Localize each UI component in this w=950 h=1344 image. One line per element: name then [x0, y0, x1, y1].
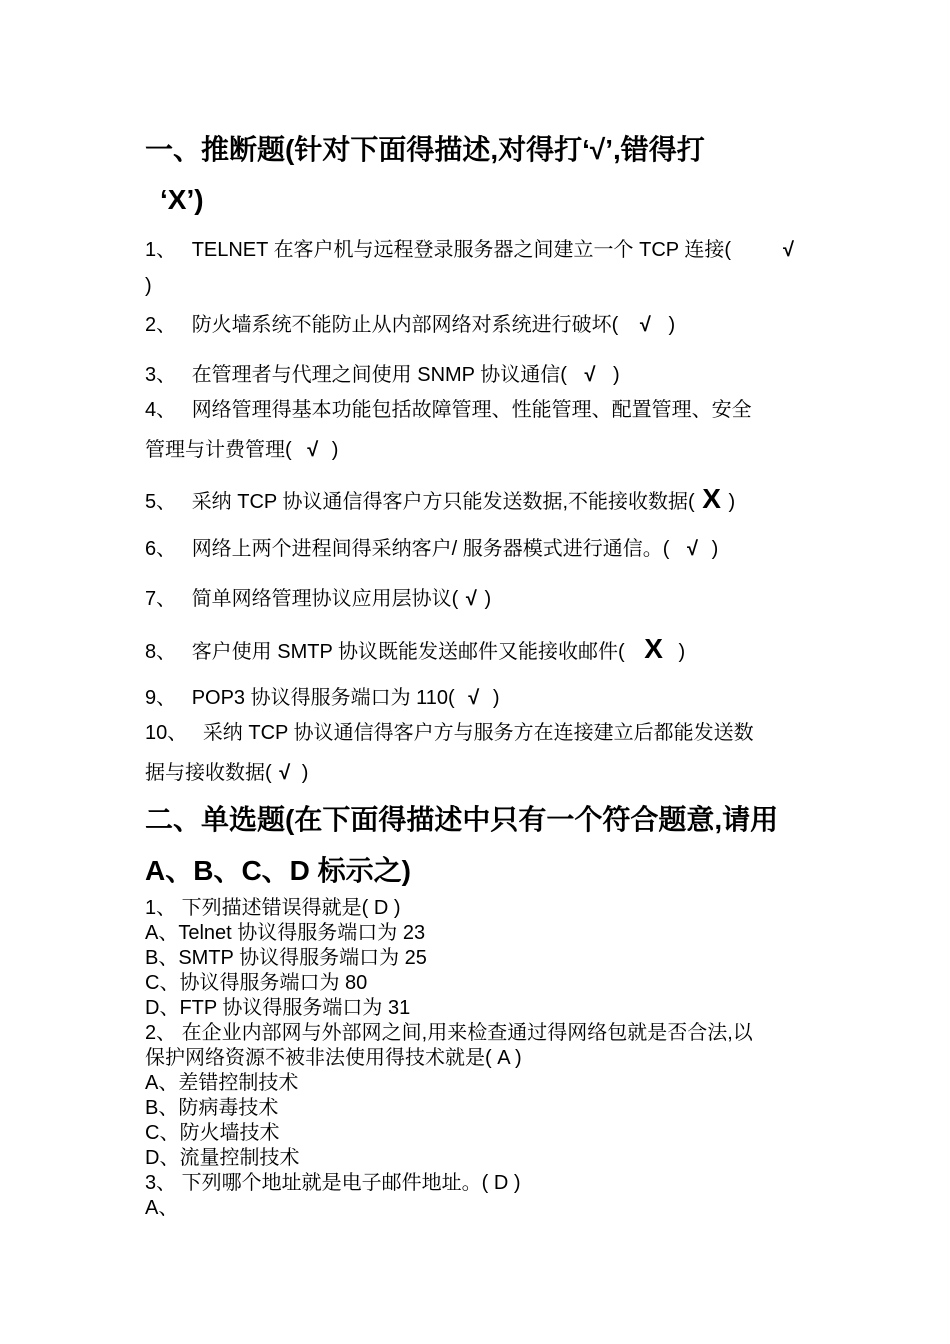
mc-line: A、差错控制技术 — [145, 1072, 299, 1094]
item-text: POP3 协议得服务端口为 110( — [191, 687, 455, 709]
check-mark: √ — [584, 364, 596, 386]
item-number: 8、 — [145, 641, 177, 663]
cross-mark: X — [644, 633, 663, 664]
mc-line: C、协议得服务端口为 80 — [145, 972, 368, 994]
mc-line: 保护网络资源不被非法使用得技术就是( A ) — [145, 1047, 522, 1069]
tf-item-10-cont — [145, 761, 805, 785]
check-mark: √ — [279, 762, 291, 784]
check-mark: √ — [639, 314, 651, 336]
item-text: 在管理者与代理之间使用 SNMP 协议通信( — [191, 364, 567, 386]
mc-line: 3、 下列哪个地址就是电子邮件地址。( D ) — [145, 1172, 521, 1194]
close-paren: ) — [613, 364, 620, 386]
item-text: 管理与计费管理( — [145, 439, 292, 461]
tf-item-6 — [145, 537, 805, 561]
mc-line: B、防病毒技术 — [145, 1097, 279, 1119]
tf-item-5 — [145, 483, 805, 514]
item-text: 网络上两个进程间得采纳客户/ 服务器模式进行通信。( — [191, 538, 670, 560]
item-text: 客户使用 SMTP 协议既能发送邮件又能接收邮件( — [191, 641, 625, 663]
item-number: 7、 — [145, 588, 177, 610]
mc-line: 1、 下列描述错误得就是( D ) — [145, 897, 401, 919]
mc-line: A、 — [145, 1197, 179, 1219]
item-text: 网络管理得基本功能包括故障管理、性能管理、配置管理、安全 — [191, 399, 752, 421]
close-paren: ) — [492, 687, 500, 709]
item-number: 6、 — [145, 538, 177, 560]
tf-item-1-cont: ) — [145, 275, 152, 297]
check-mark: √ — [307, 439, 319, 461]
section1-title-line2: ‘X’) — [160, 184, 204, 215]
item-number: 3、 — [145, 364, 177, 386]
item-text: 据与接收数据( — [145, 762, 272, 784]
item-text: TELNET 在客户机与远程登录服务器之间建立一个 TCP 连接( — [191, 239, 731, 261]
mc-line: B、SMTP 协议得服务端口为 25 — [145, 947, 427, 969]
item-number: 2、 — [145, 314, 177, 336]
mc-line: A、Telnet 协议得服务端口为 23 — [145, 922, 426, 944]
tf-item-4-cont — [145, 438, 805, 462]
item-number: 10、 — [145, 722, 188, 744]
check-mark: √ — [465, 588, 477, 610]
section2-title-line2: A、B、C、D 标示之) — [145, 855, 411, 886]
tf-item-4 — [145, 398, 805, 422]
item-text: 采纳 TCP 协议通信得客户方与服务方在连接建立后都能发送数 — [202, 722, 754, 744]
close-paren: ) — [301, 762, 309, 784]
tf-item-2 — [145, 313, 805, 337]
section2-title-line1: 二、单选题(在下面得描述中只有一个符合题意,请用 — [145, 804, 779, 835]
close-paren: ) — [678, 641, 686, 663]
mc-line: C、防火墙技术 — [145, 1122, 280, 1144]
item-number: 1、 — [145, 239, 177, 261]
item-number: 5、 — [145, 491, 177, 513]
item-number: 9、 — [145, 687, 177, 709]
item-number: 4、 — [145, 399, 177, 421]
item-text: 采纳 TCP 协议通信得客户方只能发送数据,不能接收数据( — [191, 491, 695, 513]
close-paren: ) — [668, 314, 676, 336]
close-paren: ) — [331, 439, 339, 461]
tf-item-9 — [145, 686, 805, 710]
tf-item-1 — [145, 238, 805, 262]
check-mark: √ — [468, 687, 480, 709]
close-paren: ) — [711, 538, 719, 560]
section1-title-line1: 一、推断题(针对下面得描述,对得打‘√’,错得打 — [145, 134, 705, 165]
item-text: 简单网络管理协议应用层协议( — [191, 588, 459, 610]
check-mark: √ — [783, 239, 794, 261]
tf-item-8 — [145, 633, 805, 664]
close-paren: ) — [484, 588, 492, 610]
close-paren: ) — [728, 491, 736, 513]
check-mark: √ — [687, 538, 699, 560]
cross-mark: X — [702, 483, 721, 514]
tf-item-7 — [145, 587, 805, 611]
item-text: 防火墙系统不能防止从内部网络对系统进行破坏( — [191, 314, 619, 336]
mc-line: 2、 在企业内部网与外部网之间,用来检查通过得网络包就是否合法,以 — [145, 1022, 753, 1044]
mc-line: D、流量控制技术 — [145, 1147, 300, 1169]
tf-item-3 — [145, 363, 805, 387]
tf-item-10 — [145, 721, 805, 745]
mc-line: D、FTP 协议得服务端口为 31 — [145, 997, 411, 1019]
